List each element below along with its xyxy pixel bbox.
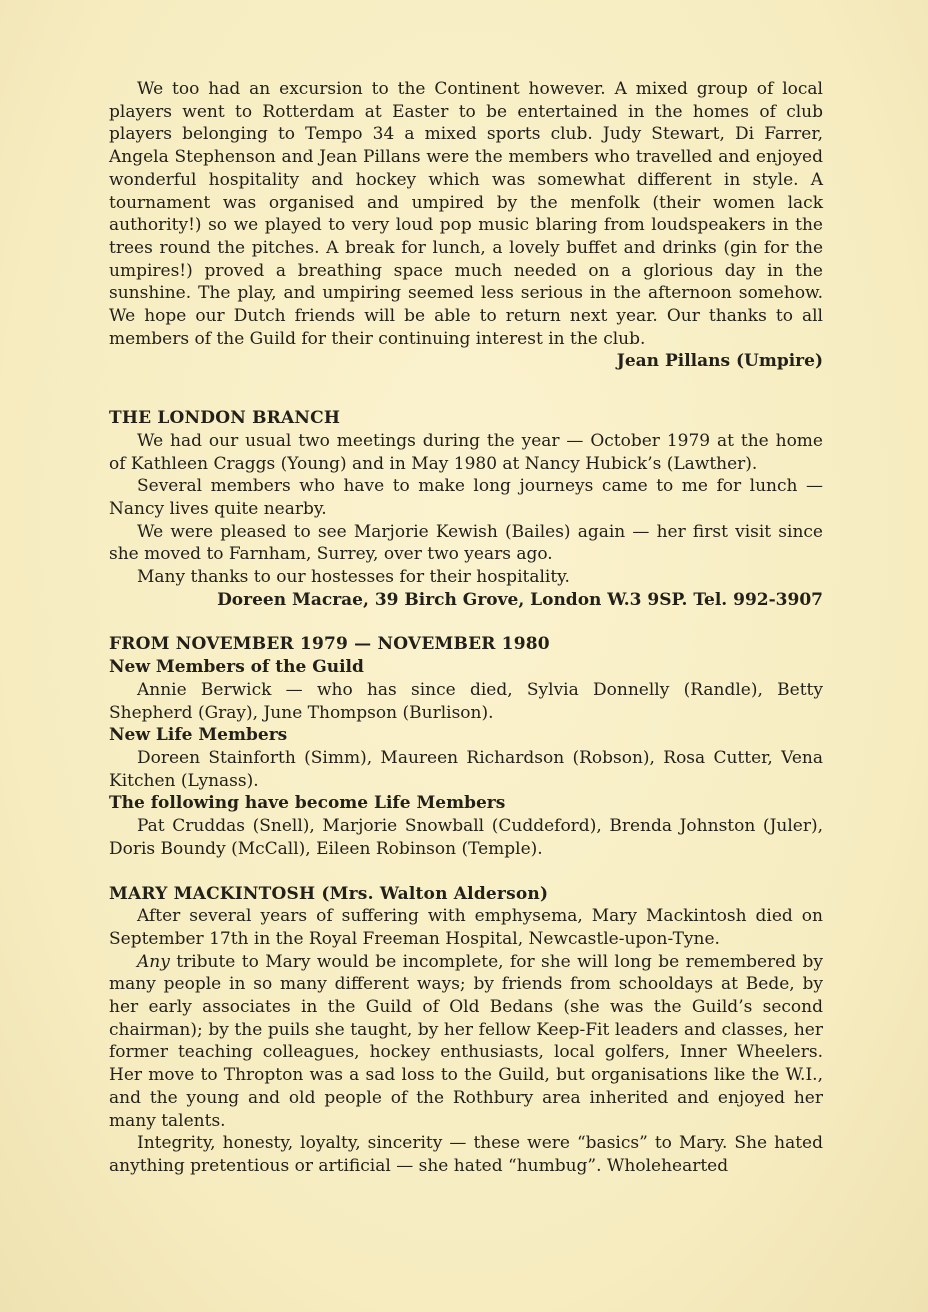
members-section	[109, 633, 823, 860]
rotterdam-section	[109, 78, 823, 373]
obituary-paragraph-2	[109, 951, 823, 1133]
obituary-paragraph-2-text: tribute to Mary would be incomplete, for she will long be remembered by many people in so many different ways; by friends from schooldays at Bede, by her early associates in the Guild of Old Bedans (she was the Guild’s second chairman); by the puils she taught, by her fellow Keep-Fit leaders and classes, her former teaching colleagues, hockey enthusiasts, local golfers, Inner Wheelers. Her move to Thropton was a sad loss to the Guild, but organisations like the W.I., and the young and old people of the Rothbury area inherited and enjoyed her many talents.	[109, 951, 823, 1131]
new-members-list: Annie Berwick — who has since died, Sylvia Donnelly (Randle), Betty Shepherd (Gray), June Thompson (Burlison).	[109, 679, 823, 723]
rotterdam-signature: Jean Pillans (Umpire)	[616, 351, 823, 372]
become-life-members-list: Pat Cruddas (Snell), Marjorie Snowball (Cuddeford), Brenda Johnston (Juler), Doris Boundy (McCall), Eileen Robinson (Temple).	[109, 816, 823, 859]
new-members-heading: New Members of the Guild	[109, 657, 364, 678]
london-branch-paragraph-2: Several members who have to make long journeys came to me for lunch — Nancy lives quite nearby.	[109, 476, 823, 519]
obituary-heading: MARY MACKINTOSH (Mrs. Walton Alderson)	[109, 883, 549, 904]
members-heading: FROM NOVEMBER 1979 — NOVEMBER 1980	[109, 634, 550, 655]
london-branch-signature: Doreen Macrae, 39 Birch Grove, London W.3 9SP. Tel. 992-3907	[217, 589, 823, 610]
london-branch-paragraph-3: We were pleased to see Marjorie Kewish (Bailes) again — her first visit since she moved to Farnham, Surrey, over two years ago.	[109, 521, 823, 565]
obituary-paragraph-3: Integrity, honesty, loyalty, sincerity — these were “basics” to Mary. She hated anything pretentious or artificial — she hated “humbug”. Wholehearted	[109, 1133, 823, 1176]
rotterdam-paragraph: We too had an excursion to the Continent however. A mixed group of local players went to Rotterdam at Easter to be entertained in the homes of club players belonging to Tempo 34 a mixed sports club. Judy Stewart, Di Farrer, Angela Stephenson and Jean Pillans were the members who travelled and enjoyed wonderful hospitality and hockey which was somewhat different in style. A tournament was organised and umpired by the menfolk (their women lack authority!) so we played to very loud pop music blaring from loudspeakers in the trees round the pitches. A break for lunch, a lovely buffet and drinks (gin for the umpires!) proved a breathing space much needed on a glorious day in the sunshine. The play, and umpiring seemed less serious in the afternoon somehow. We hope our Dutch friends will be able to return next year. Our thanks to all members of the Guild for their continuing interest in the club.	[109, 79, 823, 349]
page-content	[109, 78, 823, 1178]
london-branch-paragraph-4: Many thanks to our hostesses for their hospitality.	[137, 567, 570, 588]
become-life-members-heading: The following have become Life Members	[109, 793, 506, 814]
obituary-paragraph-1: After several years of suffering with emphysema, Mary Mackintosh died on September 17th in the Royal Freeman Hospital, Newcastle-upon-Tyne.	[109, 906, 823, 949]
london-branch-heading: THE LONDON BRANCH	[109, 408, 341, 429]
new-life-members-heading: New Life Members	[109, 725, 288, 746]
london-branch-section	[109, 407, 823, 611]
new-life-members-list: Doreen Stainforth (Simm), Maureen Richardson (Robson), Rosa Cutter, Vena Kitchen (Lynass).	[109, 747, 823, 791]
obituary-lead-word: Any	[137, 951, 170, 972]
london-branch-paragraph-1: We had our usual two meetings during the year — October 1979 at the home of Kathleen Craggs (Young) and in May 1980 at Nancy Hubick’s (Lawther).	[109, 430, 823, 474]
obituary-section	[109, 883, 823, 1178]
